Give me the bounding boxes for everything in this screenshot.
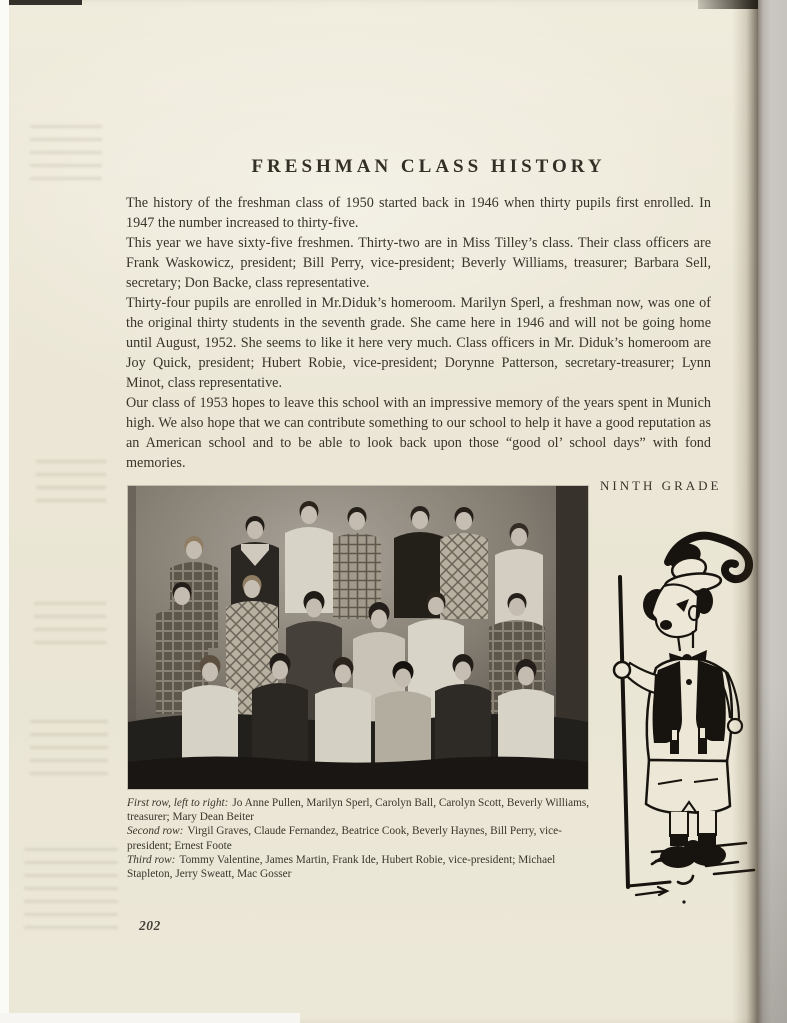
caption-names: Tommy Valentine, James Martin, Frank Ide, Hubert Robie, vice-president; Michael Stapleton, Jerry Sweatt, Mac Gosser — [127, 853, 556, 881]
bleed-through-text — [30, 720, 108, 782]
staff — [620, 577, 628, 887]
caption-row — [127, 796, 599, 824]
bleed-through-text — [34, 602, 106, 644]
page-number: 202 — [139, 918, 161, 933]
face — [652, 584, 698, 637]
caption-lead: Second row: — [127, 825, 184, 838]
page-edge-shadow — [732, 0, 758, 1023]
photo-section-label: NINTH GRADE — [600, 478, 722, 493]
scan-corner-mark — [8, 0, 82, 5]
paragraph: This year we have sixty-five freshmen. Thirty-two are in Miss Tilley’s class. Their class officers are Frank Waskowicz, president; Bill Perry, vice-president; Beverly Williams, treasurer; Barbara Sell, secretary; Don Backe, class representative. — [126, 235, 711, 291]
caption-names: Jo Anne Pullen, Marilyn Sperl, Carolyn Ball, Carolyn Scott, Beverly Williams, treasurer; Mary Dean Beiter — [127, 797, 590, 824]
page-title: FRESHMAN CLASS HISTORY — [251, 155, 606, 177]
bleed-through-text — [30, 125, 102, 187]
history-text — [126, 193, 711, 473]
scan-margin — [0, 0, 9, 1023]
bleed-through-text — [24, 848, 118, 936]
paragraph: The history of the freshman class of 1950 started back in 1946 when thirty pupils first enrolled. In 1947 the number increased to thirty-five. — [126, 195, 711, 231]
photo-caption — [127, 796, 599, 881]
scan-corner-mark — [698, 0, 758, 9]
yearbook-page — [8, 0, 758, 1023]
scanner-background — [758, 0, 787, 1023]
paragraph: Thirty-four pupils are enrolled in Mr.Diduk’s homeroom. Marilyn Sperl, a freshman now, was one of the original thirty students in the seventh grade. She came here in 1946 and will not be going home until August, 1952. She seems to like it here very much. Class officers in Mr. Diduk’s homeroom are Joy Quick, president; Hubert Robie, vice-president; Dorynne Patterson, secretary-treasurer; Lynn Minot, class representative. — [126, 295, 711, 391]
paragraph: Our class of 1953 hopes to leave this school with an impressive memory of the years spent in Munich high. We also hope that we can contribute something to our school to help it have a good reputation as an American school and to be able to look back upon those “good ol’ school days” with fond memories. — [126, 395, 711, 471]
bleed-through-text — [36, 460, 106, 508]
caption-lead: Third row: — [127, 853, 176, 866]
class-photo-image — [128, 486, 588, 789]
hand — [614, 662, 630, 678]
scan-margin — [0, 1013, 300, 1023]
caption-row — [127, 853, 599, 881]
mouth — [660, 620, 672, 630]
caption-row — [127, 824, 599, 852]
caption-names: Virgil Graves, Claude Fernandez, Beatrice Cook, Beverly Haynes, Bill Perry, vice-president; Ernest Foote — [127, 825, 562, 852]
caption-lead: First row, left to right: — [127, 797, 229, 809]
